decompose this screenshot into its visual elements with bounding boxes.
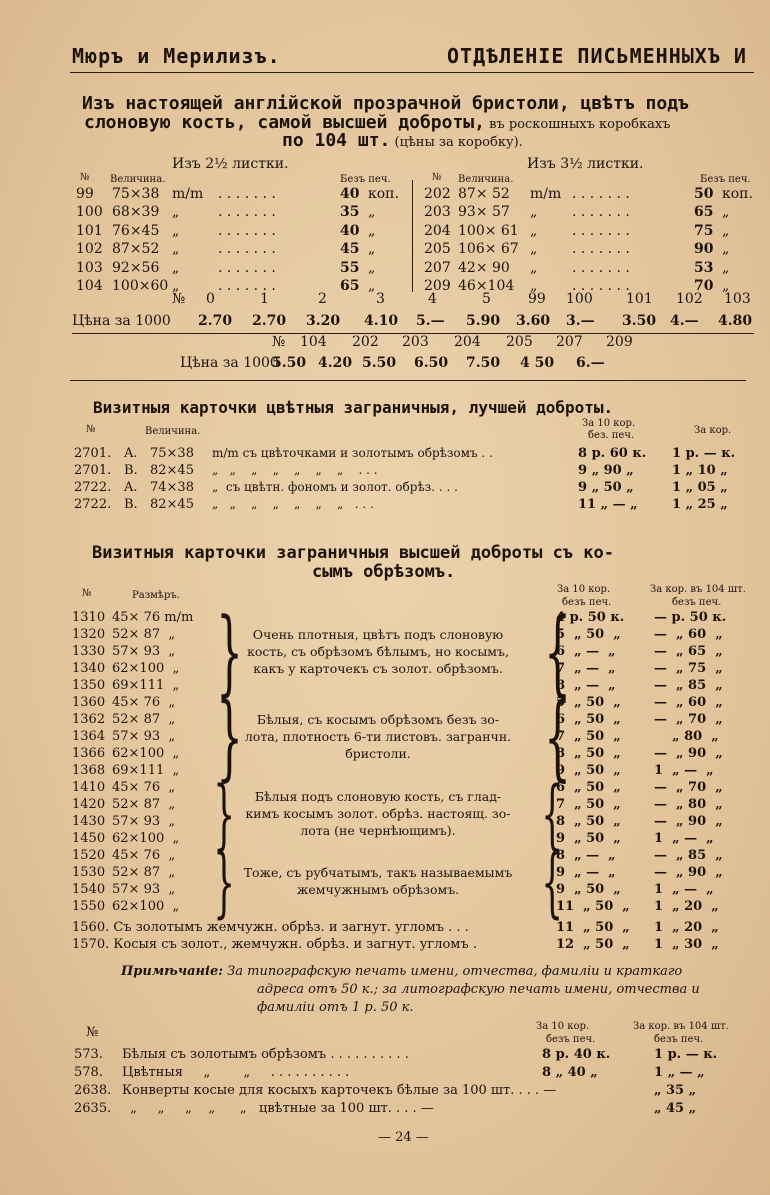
s1-right-currency: „ (722, 222, 730, 239)
leader-dots: . . . . . . . (218, 222, 276, 239)
s1-right-unit: m/m (530, 186, 562, 202)
s1-left-currency: „ (368, 204, 376, 221)
s3-col-size: Размѣръ. (132, 590, 180, 601)
s4-row-price10: 8 р. 40 к. (542, 1047, 611, 1062)
note-line1 (121, 964, 682, 979)
s1-title-line2-bold: слоновую кость, самой высшей доброты, (84, 112, 485, 133)
s1-right-no: 207 (424, 259, 451, 276)
s1-left-size: 75×38 (112, 186, 160, 202)
s3-row-price10: 6 „ 50 „ (556, 712, 621, 727)
s1-right-size: 93× 57 (458, 204, 510, 221)
s1-right-price: 53 (694, 259, 714, 276)
s3-group-desc: какъ у карточекъ съ золот. обрѣзомъ. (253, 661, 503, 676)
s3-row-price10: 7 „ — „ (556, 661, 616, 676)
s3-row-no: 1420 (72, 797, 106, 812)
s3-row-price10: 8 „ — „ (556, 678, 616, 693)
leader-dots: . . . . . . . (572, 241, 630, 258)
s1-right-unit: „ (530, 278, 538, 294)
s1-left-title: Изъ 2½ листки. (172, 156, 289, 172)
t2-number: 205 (506, 334, 533, 350)
s3-group-desc: лота, плотность 6-ти листовъ. загранчн. (244, 729, 512, 744)
s3-row-no: 1410 (72, 780, 106, 795)
t2-number: 202 (352, 334, 379, 350)
s2-row-size: 75×38 (150, 446, 194, 461)
s3-row-no: 1330 (72, 644, 106, 659)
t1-number: 1 (260, 291, 269, 307)
s3-row-price10: 7 „ 50 „ (556, 729, 621, 744)
s1-left-no: 102 (76, 241, 103, 258)
s3-extra-price10: 12 „ 50 „ (556, 937, 630, 952)
s3-row-size: 45× 76 m/m (112, 610, 194, 625)
s4-col-box-a: За кор. въ 104 шт. (633, 1021, 729, 1032)
s3-row-size: 62×100 „ (112, 899, 180, 914)
s1-title-line3-rest: (цѣны за коробку). (390, 135, 523, 150)
s2-row-desc: „ „ „ „ „ „ „ . . . (212, 497, 374, 511)
s3-extra-text: 1560. Съ золотымъ жемчужн. обрѣз. и загнут. угломъ . . . (72, 920, 469, 935)
t1-number: 3 (376, 291, 385, 307)
t1-price: 2.70 (252, 313, 287, 329)
s3-row-size: 69×111 „ (112, 678, 180, 693)
s1-right-unit: „ (530, 259, 538, 276)
s2-row-no: 2701. (74, 463, 112, 478)
s3-row-no: 1310 (72, 610, 106, 625)
s3-col-no: № (82, 588, 92, 599)
t1-price-label: Цѣна за 1000 (72, 313, 171, 329)
t2-price: 5.50 (362, 355, 397, 371)
s4-row-no: 573. (74, 1047, 103, 1062)
t1-price: 5.— (416, 313, 445, 329)
s1-right-no: 204 (424, 222, 451, 239)
t2-price: 6.50 (414, 355, 449, 371)
s2-row-no: 2701. (74, 446, 112, 461)
s1-right-col-no: № (432, 172, 442, 183)
s3-extra-text: 1570. Косыя съ золот., жемчужн. обрѣз. и загнут. угломъ . (72, 937, 477, 952)
s1-right-no: 202 (424, 186, 451, 202)
s3-title-line2: сымъ обрѣзомъ. (312, 562, 456, 582)
s3-row-pricebox: 1 „ — „ (654, 882, 714, 897)
group-brace-right: { (544, 683, 571, 791)
s2-row-pricebox: 1 р. — к. (672, 446, 736, 461)
s3-row-price10: 9 „ 50 „ (556, 763, 621, 778)
s3-row-price10: 6 „ — „ (556, 644, 616, 659)
s3-row-no: 1368 (72, 763, 106, 778)
s2-row-price10: 8 р. 60 к. (578, 446, 647, 461)
s3-row-no: 1362 (72, 712, 106, 727)
s4-row-pricebox: 1 р. — к. (654, 1047, 718, 1062)
s3-row-price10: 5 „ 50 „ (556, 627, 621, 642)
s3-row-no: 1540 (72, 882, 106, 897)
s3-row-size: 57× 93 „ (112, 814, 176, 829)
s1-left-price: 55 (340, 259, 360, 276)
s1-left-currency: коп. (368, 186, 399, 202)
s4-row-no: 578. (74, 1065, 103, 1080)
s1-right-no: 203 (424, 204, 451, 221)
s4-row-price10: 8 „ 40 „ (542, 1065, 598, 1080)
s3-group-desc: Бѣлыя, съ косымъ обрѣзомъ безъ зо- (256, 712, 500, 727)
s2-col-box: За кор. (694, 425, 732, 436)
s3-col-box-b: безъ печ. (672, 597, 722, 608)
s3-row-no: 1340 (72, 661, 106, 676)
note-line2: адреса отъ 50 к.; за литографскую печать имени, отчества и (257, 982, 700, 997)
t2-number: 204 (454, 334, 481, 350)
t1-no-label: № (172, 291, 186, 307)
t1-price: 3.60 (516, 313, 551, 329)
s1-left-no: 99 (76, 186, 94, 202)
s1-right-price: 50 (694, 186, 714, 202)
s3-row-size: 62×100 „ (112, 661, 180, 676)
s1-column-divider (412, 180, 413, 292)
group-brace-right: { (541, 769, 564, 858)
s1-right-size: 42× 90 (458, 259, 510, 276)
s1-right-currency: „ (722, 204, 730, 221)
s3-title-line1: Визитныя карточки заграничныя высшей доброты съ ко- (92, 543, 614, 563)
s4-row-pricebox: 1 „ — „ (654, 1065, 705, 1080)
s3-row-price10: 9 „ — „ (556, 865, 616, 880)
s3-row-size: 45× 76 „ (112, 848, 176, 863)
group-brace-left: } (216, 598, 243, 706)
t2-number: 209 (606, 334, 633, 350)
t1-price: 4.— (670, 313, 699, 329)
s1-right-unit: „ (530, 241, 538, 258)
s4-row-no: 2638. (74, 1083, 112, 1098)
t2-price-label: Цѣна за 1000 (180, 355, 279, 371)
s1-left-size: 92×56 (112, 259, 160, 276)
t2-no-label: № (272, 334, 286, 350)
leader-dots: . . . . . . . (218, 241, 276, 258)
t2-price: 4.20 (318, 355, 353, 371)
s3-row-no: 1520 (72, 848, 106, 863)
s3-row-size: 62×100 „ (112, 831, 180, 846)
t2-number: 207 (556, 334, 583, 350)
s1-right-title: Изъ 3½ листки. (527, 156, 644, 172)
s3-row-no: 1360 (72, 695, 106, 710)
group-brace-left: } (216, 683, 243, 791)
t1-price: 5.90 (466, 313, 501, 329)
t2-number: 104 (300, 334, 327, 350)
s1-left-size: 68×39 (112, 204, 160, 221)
s3-col-10b: безъ печ. (562, 597, 612, 608)
note-text1: За типографскую печать имени, отчества, фамиліи и краткаго (223, 964, 683, 979)
s1-left-unit: „ (172, 241, 180, 258)
leader-dots: . . . . . . . (572, 278, 630, 294)
s2-col-10a: За 10 кор. (582, 418, 636, 429)
s1-right-col-size: Величина. (458, 174, 514, 185)
s1-right-size: 87× 52 (458, 186, 510, 202)
s2-row-desc: „ съ цвѣтн. фономъ и золот. обрѣз. . . . (212, 480, 458, 494)
s3-row-pricebox: — р. 50 к. (654, 610, 727, 625)
s1-left-unit: „ (172, 259, 180, 276)
s3-row-pricebox: — „ 90 „ (654, 865, 723, 880)
s3-row-price10: 4 р. 50 к. (556, 610, 625, 625)
s2-row-price10: 9 „ 50 „ (578, 480, 634, 495)
s3-row-size: 52× 87 „ (112, 797, 176, 812)
s3-row-size: 57× 93 „ (112, 882, 176, 897)
s1-right-col-noprint: Безъ печ. (700, 174, 751, 185)
t1-price: 3.20 (306, 313, 341, 329)
s3-row-size: 45× 76 „ (112, 780, 176, 795)
s1-left-size: 76×45 (112, 222, 160, 239)
leader-dots: . . . . . . . (218, 278, 276, 294)
s1-left-col-size: Величина. (110, 174, 166, 185)
s3-row-pricebox: — „ 75 „ (654, 661, 723, 676)
s3-col-box-a: За кор. въ 104 шт. (650, 584, 746, 595)
s1-right-unit: „ (530, 222, 538, 239)
header-rule (70, 72, 754, 73)
s3-row-price10: 11 „ 50 „ (556, 899, 630, 914)
s2-row-no: 2722. (74, 497, 112, 512)
t1-number: 102 (676, 291, 703, 307)
s1-right-no: 209 (424, 278, 451, 294)
t2-number: 203 (402, 334, 429, 350)
t2-price: 5.50 (272, 355, 307, 371)
t1-number: 2 (318, 291, 327, 307)
s2-row-variant: A. (124, 480, 138, 495)
s1-title-line1: Изъ настоящей англійской прозрачной бристоли, цвѣтъ подъ (82, 93, 689, 114)
s1-right-currency: „ (722, 241, 730, 258)
s3-row-no: 1530 (72, 865, 106, 880)
s1-left-currency: „ (368, 241, 376, 258)
leader-dots: . . . . . . . (218, 259, 276, 276)
s3-row-size: 69×111 „ (112, 763, 180, 778)
s1-left-currency: „ (368, 278, 376, 294)
note-line3: фамиліи отъ 1 р. 50 к. (257, 1000, 414, 1015)
s2-row-desc: m/m съ цвѣточками и золотымъ обрѣзомъ . . (212, 446, 493, 460)
s1-title-line2-rest: въ роскошныхъ коробкахъ (484, 117, 671, 132)
t1-number: 5 (482, 291, 491, 307)
s4-col-box-b: безъ печ. (654, 1034, 704, 1045)
s4-row-text: Бѣлыя съ золотымъ обрѣзомъ . . . . . . . . . . (122, 1047, 409, 1062)
s3-group-desc: лота (не чернѣющимъ). (300, 822, 456, 838)
s2-row-price10: 9 „ 90 „ (578, 463, 634, 478)
s2-row-size: 74×38 (150, 480, 194, 495)
s1-left-price: 45 (340, 241, 360, 258)
t1-price: 2.70 (198, 313, 233, 329)
s2-title: Визитныя карточки цвѣтныя заграничныя, лучшей доброты. (93, 398, 614, 417)
s2-col-10b: без. печ. (588, 430, 635, 441)
s1-right-size: 106× 67 (458, 241, 519, 258)
group-brace-right: { (541, 837, 564, 926)
s3-group-desc: Очень плотныя, цвѣтъ подъ слоновую (252, 627, 504, 642)
s1-left-price: 35 (340, 204, 360, 221)
s3-row-no: 1450 (72, 831, 106, 846)
leader-dots: . . . . . . . (572, 259, 630, 276)
t1-number: 0 (206, 291, 215, 307)
s4-row-text: „ „ „ „ „ цвѣтные за 100 шт. . . . — (122, 1101, 434, 1116)
s1-left-no: 100 (76, 204, 103, 221)
s3-group-desc: кость, съ обрѣзомъ бѣлымъ, но косымъ, (247, 644, 509, 659)
t1-number: 100 (566, 291, 593, 307)
s1-left-no: 101 (76, 222, 103, 239)
s3-group-desc: бристоли. (345, 746, 411, 761)
s3-row-pricebox: — „ 70 „ (654, 780, 723, 795)
t2-price: 7.50 (466, 355, 501, 371)
s1-right-size: 46×104 (458, 278, 515, 294)
t1-number: 101 (626, 291, 653, 307)
s3-row-pricebox: — „ 60 „ (654, 627, 723, 642)
s3-group-desc: жемчужнымъ обрѣзомъ. (296, 882, 460, 897)
s2-row-pricebox: 1 „ 10 „ (672, 463, 728, 478)
s1-left-unit: m/m (172, 186, 204, 202)
s3-row-no: 1550 (72, 899, 106, 914)
s1-left-unit: „ (172, 278, 180, 294)
s3-row-size: 57× 93 „ (112, 644, 176, 659)
t1-number: 99 (528, 291, 546, 307)
s2-col-no: № (86, 424, 96, 435)
t1-number: 4 (428, 291, 437, 307)
s3-row-size: 62×100 „ (112, 746, 180, 761)
s1-left-size: 100×60 (112, 278, 169, 294)
s2-row-pricebox: 1 „ 05 „ (672, 480, 728, 495)
s1-left-size: 87×52 (112, 241, 160, 258)
s3-row-pricebox: 1 „ 20 „ (654, 899, 719, 914)
s3-row-pricebox: 1 „ — „ (654, 831, 714, 846)
s3-row-pricebox: — „ 60 „ (654, 695, 723, 710)
s1-right-currency: „ (722, 259, 730, 276)
s3-extra-pricebox: 1 „ 20 „ (654, 920, 719, 935)
s3-row-size: 57× 93 „ (112, 729, 176, 744)
s2-row-price10: 11 „ — „ (578, 497, 638, 512)
s4-row-pricebox: „ 35 „ (654, 1083, 697, 1098)
s1-left-col-noprint: Безъ печ. (340, 174, 391, 185)
leader-dots: . . . . . . . (572, 204, 630, 221)
s3-row-price10: 7 „ 50 „ (556, 797, 621, 812)
s1-left-currency: „ (368, 259, 376, 276)
header-right: ОТДѢЛЕНІЕ ПИСЬМЕННЫХЪ И (447, 44, 747, 68)
s1-right-price: 65 (694, 204, 714, 221)
s1-left-price: 40 (340, 222, 360, 239)
s3-row-price10: 9 „ 50 „ (556, 882, 621, 897)
s1-title-line3 (282, 130, 523, 151)
s3-row-size: 52× 87 „ (112, 865, 176, 880)
s1-left-unit: „ (172, 222, 180, 239)
t1-price: 4.10 (364, 313, 399, 329)
s3-group-desc: кимъ косымъ золот. обрѣз. настоящ. зо- (245, 805, 511, 821)
s3-row-size: 45× 76 „ (112, 695, 176, 710)
group-brace-left: } (213, 769, 236, 858)
s3-row-price10: 9 „ 50 „ (556, 831, 621, 846)
page-number: — 24 — (378, 1130, 429, 1145)
s1-right-unit: „ (530, 204, 538, 221)
s3-extra-pricebox: 1 „ 30 „ (654, 937, 719, 952)
s3-row-no: 1366 (72, 746, 106, 761)
s2-col-size: Величина. (145, 426, 201, 437)
t1-number: 103 (724, 291, 751, 307)
leader-dots: . . . . . . . (218, 186, 276, 202)
s4-row-no: 2635. (74, 1101, 112, 1116)
header-left: Мюръ и Мерилизъ. (72, 44, 281, 68)
s3-row-pricebox: „ 80 „ (654, 729, 719, 744)
leader-dots: . . . . . . . (572, 222, 630, 239)
t1-price: 3.— (566, 313, 595, 329)
s3-extra-price10: 11 „ 50 „ (556, 920, 630, 935)
s3-row-pricebox: — „ 90 „ (654, 746, 723, 761)
s1-right-price: 90 (694, 241, 714, 258)
group-brace-right: { (544, 598, 571, 706)
s1-left-no: 103 (76, 259, 103, 276)
s2-row-desc: „ „ „ „ „ „ „ . . . (212, 463, 378, 477)
s4-row-text: Конверты косые для косыхъ карточекъ бѣлые за 100 шт. . . . — (122, 1083, 557, 1098)
s3-row-price10: 8 „ — „ (556, 848, 616, 863)
s2-row-variant: B. (124, 463, 138, 478)
s2-row-variant: B. (124, 497, 138, 512)
s1-right-price: 70 (694, 278, 714, 294)
s2-row-variant: A. (124, 446, 138, 461)
s1-bottom-rule (70, 380, 746, 381)
s3-row-price10: 8 „ 50 „ (556, 746, 621, 761)
s3-row-no: 1320 (72, 627, 106, 642)
s4-row-pricebox: „ 45 „ (654, 1101, 697, 1116)
group-brace-left: } (213, 837, 236, 926)
t1-price: 4.80 (718, 313, 753, 329)
s3-row-pricebox: — „ 80 „ (654, 797, 723, 812)
s2-row-size: 82×45 (150, 463, 194, 478)
s3-row-pricebox: 1 „ — „ (654, 763, 714, 778)
s3-group-desc: Бѣлыя подъ слоновую кость, съ глад- (254, 788, 502, 804)
s1-left-no: 104 (76, 278, 103, 294)
s3-row-pricebox: — „ 90 „ (654, 814, 723, 829)
s1-right-price: 75 (694, 222, 714, 239)
s4-col-no: № (86, 1025, 99, 1040)
s4-row-text: Цвѣтныя „ „ . . . . . . . . . . (122, 1065, 350, 1080)
s1-title-line3-bold: по 104 шт. (282, 130, 391, 151)
s1-right-no: 205 (424, 241, 451, 258)
s1-right-size: 100× 61 (458, 222, 519, 239)
s3-row-size: 52× 87 „ (112, 627, 176, 642)
s3-row-price10: 8 „ 50 „ (556, 814, 621, 829)
s3-row-price10: 5 „ 50 „ (556, 695, 621, 710)
s3-row-pricebox: — „ 85 „ (654, 848, 723, 863)
leader-dots: . . . . . . . (572, 186, 630, 202)
s3-row-no: 1430 (72, 814, 106, 829)
s2-row-pricebox: 1 „ 25 „ (672, 497, 728, 512)
s1-right-currency: коп. (722, 186, 753, 202)
s1-right-currency: „ (722, 278, 730, 294)
s1-left-unit: „ (172, 204, 180, 221)
s3-row-price10: 6 „ 50 „ (556, 780, 621, 795)
s3-row-no: 1350 (72, 678, 106, 693)
s3-row-pricebox: — „ 65 „ (654, 644, 723, 659)
t2-price: 4 50 (520, 355, 555, 371)
leader-dots: . . . . . . . (218, 204, 276, 221)
s1-left-currency: „ (368, 222, 376, 239)
s1-left-col-no: № (80, 172, 90, 183)
s3-col-10a: За 10 кор. (557, 584, 611, 595)
s1-left-price: 40 (340, 186, 360, 202)
t2-price: 6.— (576, 355, 605, 371)
s3-row-pricebox: — „ 85 „ (654, 678, 723, 693)
t1-price: 3.50 (622, 313, 657, 329)
s1-left-price: 65 (340, 278, 360, 294)
s3-row-size: 52× 87 „ (112, 712, 176, 727)
s3-row-pricebox: — „ 70 „ (654, 712, 723, 727)
s2-row-no: 2722. (74, 480, 112, 495)
s4-col-10a: За 10 кор. (536, 1021, 590, 1032)
note-label: Примѣчаніе: (121, 964, 224, 979)
s3-group-desc: Тоже, съ рубчатымъ, такъ называемымъ (243, 865, 513, 880)
s4-col-10b: безъ печ. (546, 1034, 596, 1045)
s3-row-no: 1364 (72, 729, 106, 744)
s2-row-size: 82×45 (150, 497, 194, 512)
